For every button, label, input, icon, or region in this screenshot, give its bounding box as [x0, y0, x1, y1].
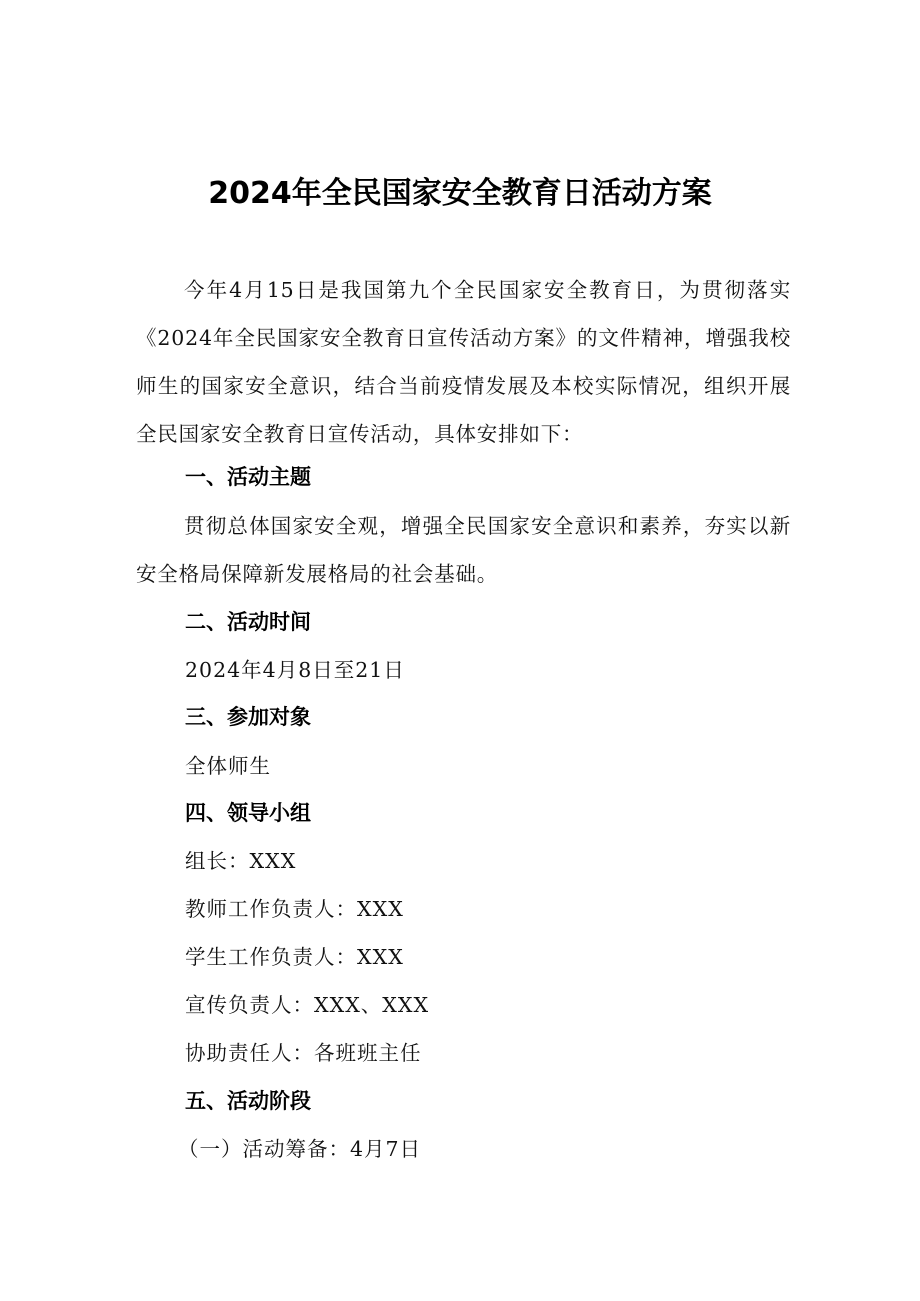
stage-line: （一）活动筹备：4月7日 — [178, 1137, 422, 1161]
section-text-participants: 全体师生 — [185, 754, 271, 778]
section-heading-leadership: 四、领导小组 — [185, 801, 311, 825]
section-heading-participants: 三、参加对象 — [185, 705, 311, 729]
document-title: 2024年全民国家安全教育日活动方案 — [208, 176, 712, 211]
section-heading-stages: 五、活动阶段 — [185, 1089, 311, 1113]
intro-paragraph: 今年4月15日是我国第九个全民国家安全教育日，为贯彻落实《2024年全民国家安全教育日宣传活动方案》的文件精神，增强我校师生的国家安全意识，结合当前疫情发展及本校实际情况，组织开展全民国家安全教育日宣传活动，具体安排如下： — [136, 278, 791, 446]
leadership-line: 教师工作负责人：XXX — [185, 897, 404, 921]
section-text-theme: 贯彻总体国家安全观，增强全民国家安全意识和素养，夯实以新安全格局保障新发展格局的社会基础。 — [136, 514, 791, 586]
leadership-line: 组长：XXX — [185, 849, 297, 873]
section-text-time: 2024年4月8日至21日 — [185, 658, 405, 682]
leadership-line: 宣传负责人：XXX、XXX — [185, 993, 430, 1017]
section-heading-theme: 一、活动主题 — [185, 465, 311, 489]
leadership-line: 学生工作负责人：XXX — [185, 945, 404, 969]
leadership-line: 协助责任人：各班班主任 — [185, 1041, 422, 1065]
section-heading-time: 二、活动时间 — [185, 610, 311, 634]
